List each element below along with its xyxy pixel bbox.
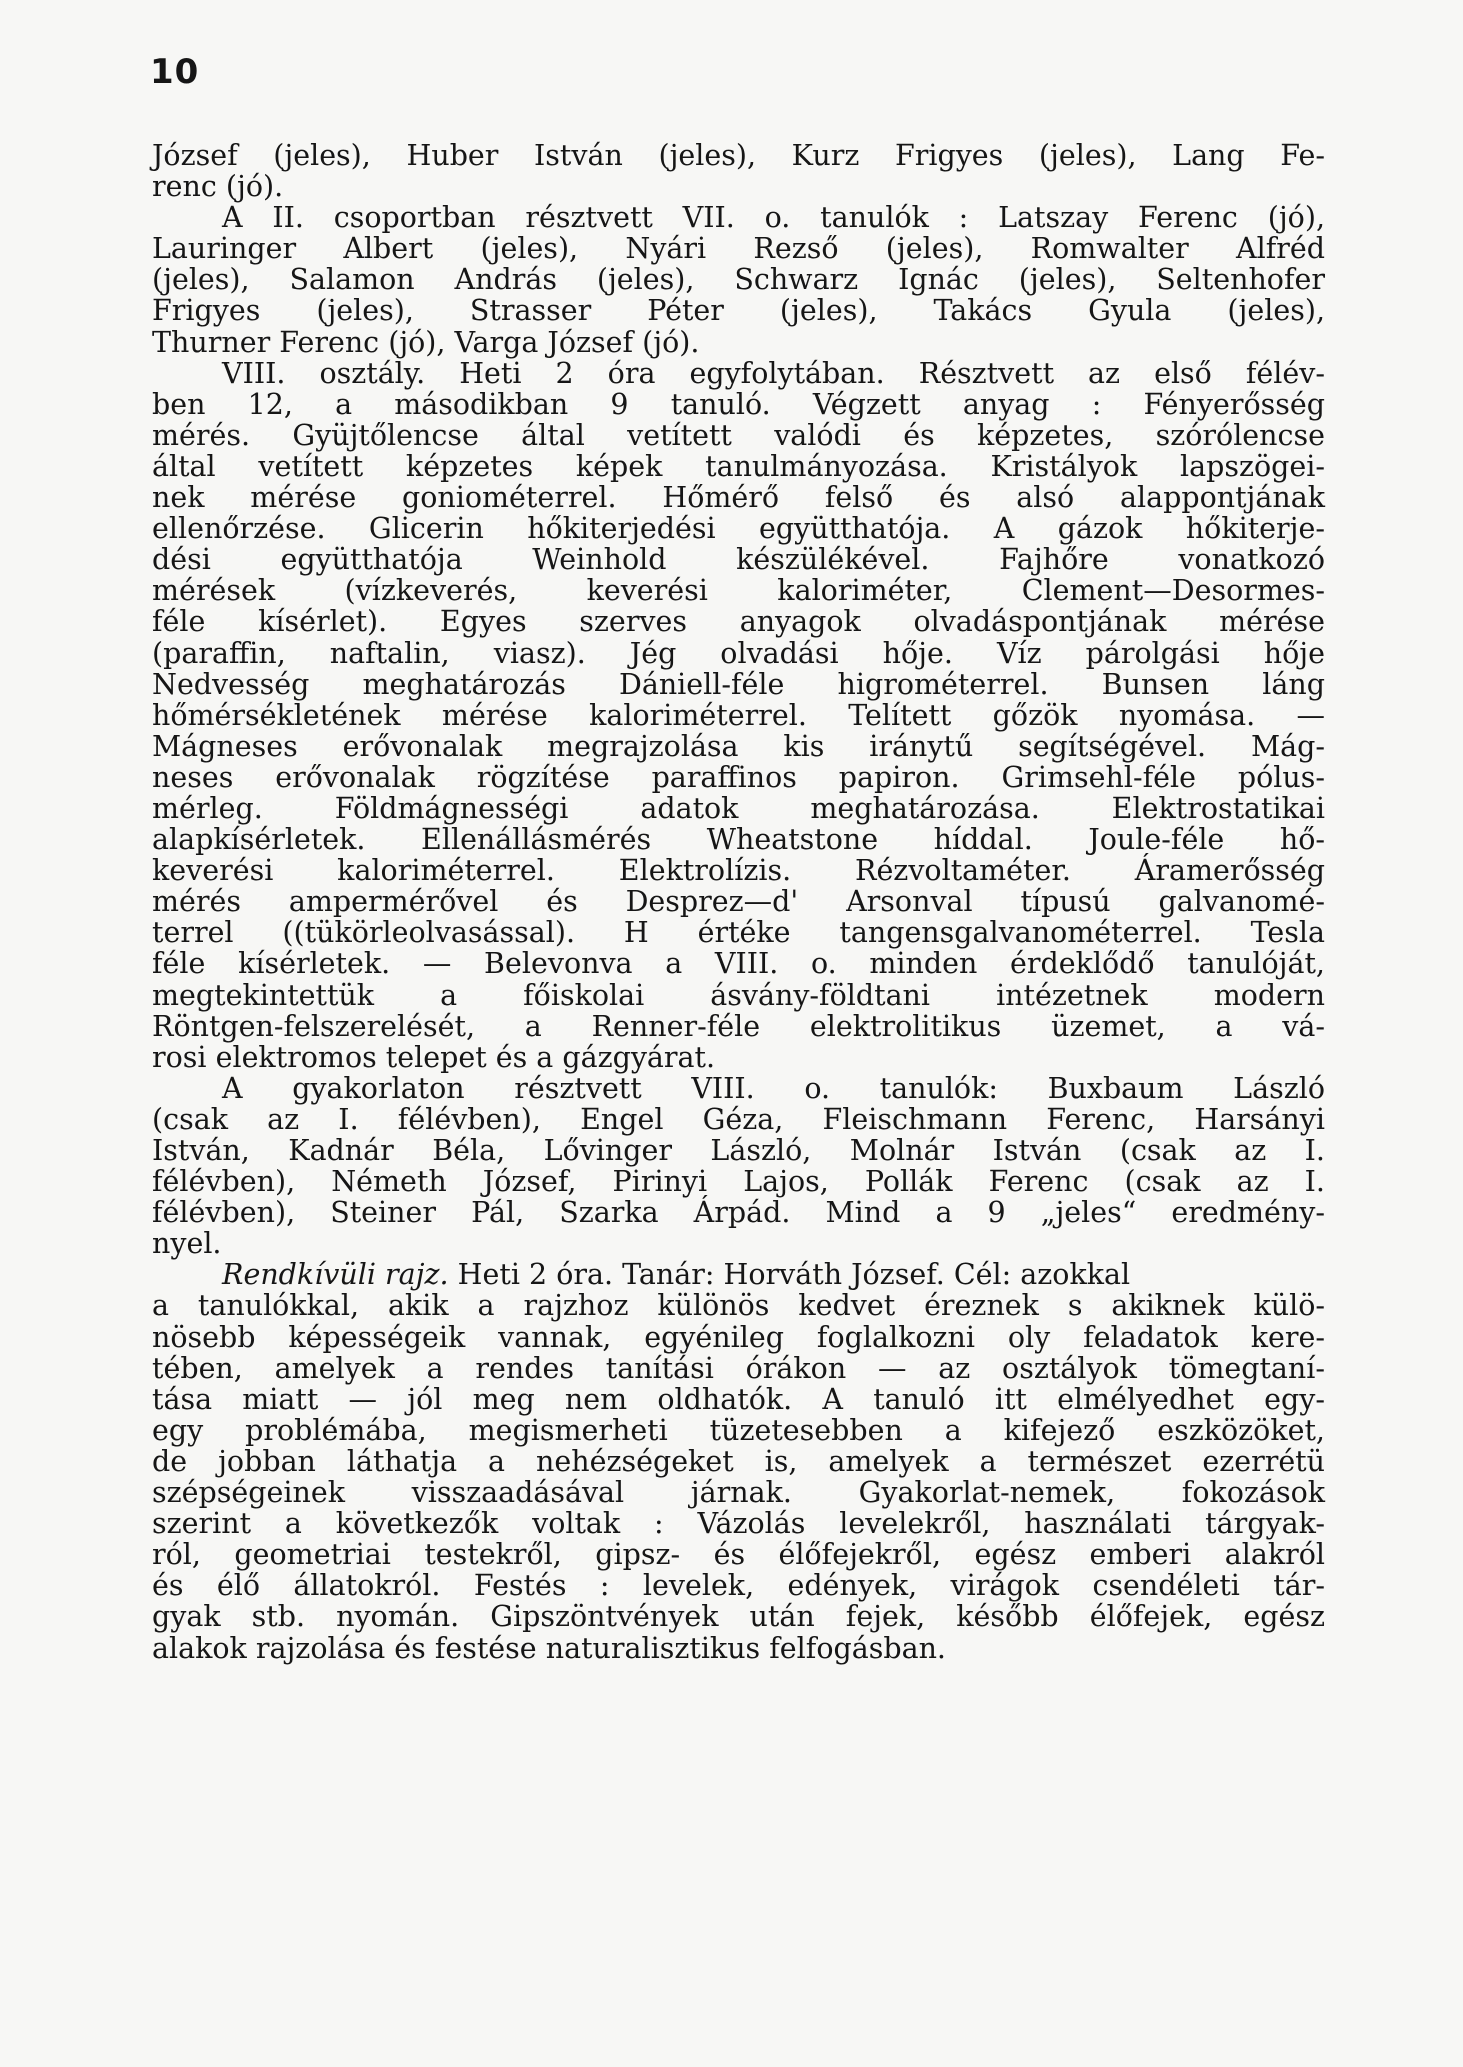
text-line: keverési kaloriméterrel. Elektrolízis. Rézvoltaméter. Áramerősség <box>152 854 1325 888</box>
text-line: (csak az I. félévben), Engel Géza, Fleischmann Ferenc, Harsányi <box>152 1102 1325 1136</box>
text-line: István, Kadnár Béla, Lővinger László, Molnár István (csak az I. <box>152 1134 1325 1167</box>
text-line: dési együtthatója Weinhold készülékével. Fajhőre vonatkozó <box>152 543 1325 577</box>
body-text <box>152 140 1325 1664</box>
text-line: Frigyes (jeles), Strasser Péter (jeles), Takács Gyula (jeles), <box>152 294 1325 328</box>
text-line: Nedvesség meghatározás Dániell-féle higrométerrel. Bunsen láng <box>152 667 1325 701</box>
text-line: (jeles), Salamon András (jeles), Schwarz Ignác (jeles), Seltenhofer <box>152 263 1325 297</box>
text-line: ról, geometriai testekről, gipsz- és élőfejekről, egész emberi alakról <box>152 1538 1325 1572</box>
text-line: féle kísérletek. — Belevonva a VIII. o. minden érdeklődő tanulóját, <box>152 947 1325 981</box>
text-line: félévben), Steiner Pál, Szarka Árpád. Mind a 9 „jeles“ eredmény- <box>152 1196 1325 1230</box>
text-line: mérés ampermérővel és Desprez—d' Arsonval típusú galvanomé- <box>152 885 1325 919</box>
text-line: féle kísérlet). Egyes szerves anyagok olvadáspontjának mérése <box>152 605 1325 639</box>
text-line: és élő állatokról. Festés : levelek, edények, virágok csendéleti tár- <box>152 1569 1325 1603</box>
text-line: nek mérése goniométerrel. Hőmérő felső és alsó alappontjának <box>152 481 1325 515</box>
text-line: félévben), Németh József, Pirinyi Lajos, Pollák Ferenc (csak az I. <box>152 1165 1325 1199</box>
text-line: A gyakorlaton résztvett VIII. o. tanulók: Buxbaum László <box>222 1071 1325 1105</box>
text-line: VIII. osztály. Heti 2 óra egyfolytában. Résztvett az első félév- <box>222 356 1325 390</box>
text-line: József (jeles), Huber István (jeles), Kurz Frigyes (jeles), Lang Fe- <box>152 139 1325 172</box>
text-line: de jobban láthatja a nehézségeket is, amelyek a természet ezerrétü <box>152 1444 1325 1478</box>
text-line <box>152 1259 1325 1290</box>
text-line: szépségeinek visszaadásával járnak. Gyakorlat-nemek, fokozások <box>152 1476 1325 1510</box>
text-line: alapkísérletek. Ellenállásmérés Wheatstone híddal. Joule-féle hő- <box>152 823 1325 857</box>
page-number: 10 <box>150 52 200 92</box>
text-line: nyel. <box>152 1227 222 1261</box>
text-line: (paraffin, naftalin, viasz). Jég olvadási hője. Víz párolgási hője <box>152 636 1325 670</box>
text-line: mérleg. Földmágnességi adatok meghatározása. Elektrostatikai <box>152 791 1325 825</box>
text-line: Lauringer Albert (jeles), Nyári Rezső (jeles), Romwalter Alfréd <box>152 232 1325 266</box>
section-heading: Rendkívüli rajz. <box>222 1258 449 1292</box>
text-line: mérések (vízkeverés, keverési kaloriméter, Clement—Desormes- <box>152 574 1325 608</box>
text-line: tében, amelyek a rendes tanítási órákon — az osztályok tömegtaní- <box>152 1351 1325 1385</box>
text-line: egy problémába, megismerheti tüzetesebben a kifejező eszközöket, <box>152 1413 1325 1447</box>
text-line: ben 12, a másodikban 9 tanuló. Végzett anyag : Fényerősség <box>152 387 1325 421</box>
text-line: ellenőrzése. Glicerin hőkiterjedési együtthatója. A gázok hőkiterje- <box>152 512 1325 546</box>
text-line: tása miatt — jól meg nem oldhatók. A tanuló itt elmélyedhet egy- <box>152 1382 1325 1416</box>
text-line: alakok rajzolása és festése naturalisztikus felfogásban. <box>152 1631 946 1665</box>
text-line: neses erővonalak rögzítése paraffinos papiron. Grimsehl-féle pólus- <box>152 760 1325 794</box>
text-line: Thurner Ferenc (jó), Varga József (jó). <box>152 325 700 359</box>
text-line: A II. csoportban résztvett VII. o. tanulók : Latszay Ferenc (jó), <box>222 201 1325 235</box>
text-line: megtekintettük a főiskolai ásvány-földtani intézetnek modern <box>152 978 1325 1012</box>
text-line: rosi elektromos telepet és a gázgyárat. <box>152 1040 716 1074</box>
text-line: által vetített képzetes képek tanulmányozása. Kristályok lapszögei- <box>152 449 1325 483</box>
text-run: Heti 2 óra. Tanár: Horváth József. Cél: azokkal <box>457 1258 1131 1292</box>
text-line: nösebb képességeik vannak, egyénileg foglalkozni oly feladatok kere- <box>152 1320 1325 1354</box>
text-line: Röntgen-felszerelését, a Renner-féle elektrolitikus üzemet, a vá- <box>152 1009 1325 1043</box>
text-line: renc (jó). <box>152 170 284 204</box>
text-line: terrel ((tükörleolvasással). H értéke tangensgalvanométerrel. Tesla <box>152 916 1325 950</box>
text-line: gyak stb. nyomán. Gipszöntvények után fejek, később élőfejek, egész <box>152 1600 1325 1634</box>
text-line: a tanulókkal, akik a rajzhoz különös kedvet éreznek s akiknek külö- <box>152 1289 1325 1323</box>
text-line: szerint a következők voltak : Vázolás levelekről, használati tárgyak- <box>152 1507 1325 1541</box>
text-line: mérés. Gyüjtőlencse által vetített valódi és képzetes, szórólencse <box>152 418 1325 452</box>
text-line: hőmérsékletének mérése kaloriméterrel. Telített gőzök nyomása. — <box>152 698 1325 732</box>
text-line: Mágneses erővonalak megrajzolása kis iránytű segítségével. Mág- <box>152 729 1325 763</box>
